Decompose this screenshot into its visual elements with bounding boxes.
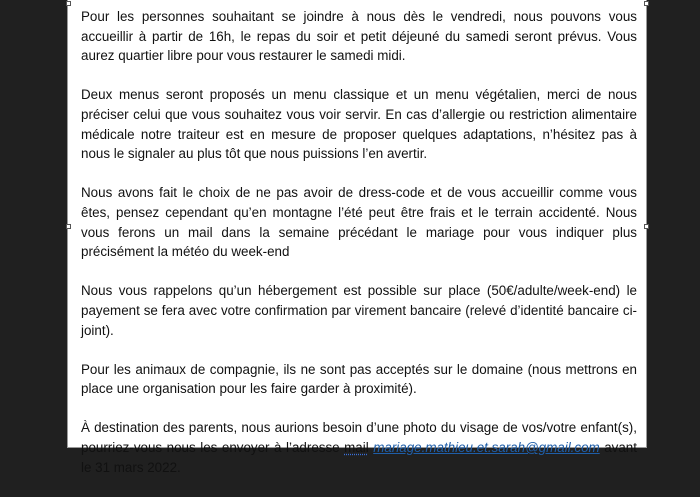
resize-handle-middle-right[interactable] <box>644 224 649 229</box>
paragraph-photo-request <box>81 418 637 477</box>
paragraph-menus: Deux menus seront proposés un menu classique et un menu végétalien, merci de nous préciser celui que vous souhaitez vous voir servir. En cas d’allergie ou restriction alimentaire médicale notre traiteur est en mesure de proposer quelques adaptations, n’hésitez pas à nous le signaler au plus tôt que nous puissions l’en avertir. <box>81 87 637 162</box>
photo-request-text: À destination des parents, nous aurions besoin d’une photo du visage de vos/votre enfant(s), pourriez-vous nous les envoyer à l’adresse <box>81 420 637 456</box>
photo-request-deadline: avant le 31 mars 2022. <box>81 440 637 475</box>
paragraph-dress-code: Nous avons fait le choix de ne pas avoir de dress-code et de vous accueillir comme vous êtes, pensez cependant qu’en montagne l’été peut être frais et le terrain accidenté. Nous vous ferons un mail dans la semaine précédant le mariage pour vous indiquer plus précisément la météo du week-end <box>81 185 637 260</box>
text-box[interactable] <box>81 7 637 497</box>
paragraph-accommodation: Nous vous rappelons qu’un hébergement est possible sur place (50€/adulte/week-end) le payement se fera avec votre confirmation par virement bancaire (relevé d’identité bancaire ci-joint). <box>81 283 637 338</box>
paragraph-arrival: Pour les personnes souhaitant se joindre à nous dès le vendredi, nous pouvons vous accueillir à partir de 16h, le repas du soir et petit déjeuné du samedi seront prévus. Vous aurez quartier libre pour vous restaurer le samedi midi. <box>81 9 637 64</box>
paragraph-pets: Pour les animaux de compagnie, ils ne sont pas acceptés sur le domaine (nous mettrons en place une organisation pour les faire garder à proximité). <box>81 361 637 397</box>
email-link[interactable]: mariage.mathieu.et.sarah@gmail.com <box>373 440 600 456</box>
resize-handle-top-left[interactable] <box>66 1 71 6</box>
resize-handle-middle-left[interactable] <box>66 224 71 229</box>
resize-handle-top-right[interactable] <box>644 1 649 6</box>
spellcheck-flagged-word[interactable]: mail <box>344 440 369 456</box>
